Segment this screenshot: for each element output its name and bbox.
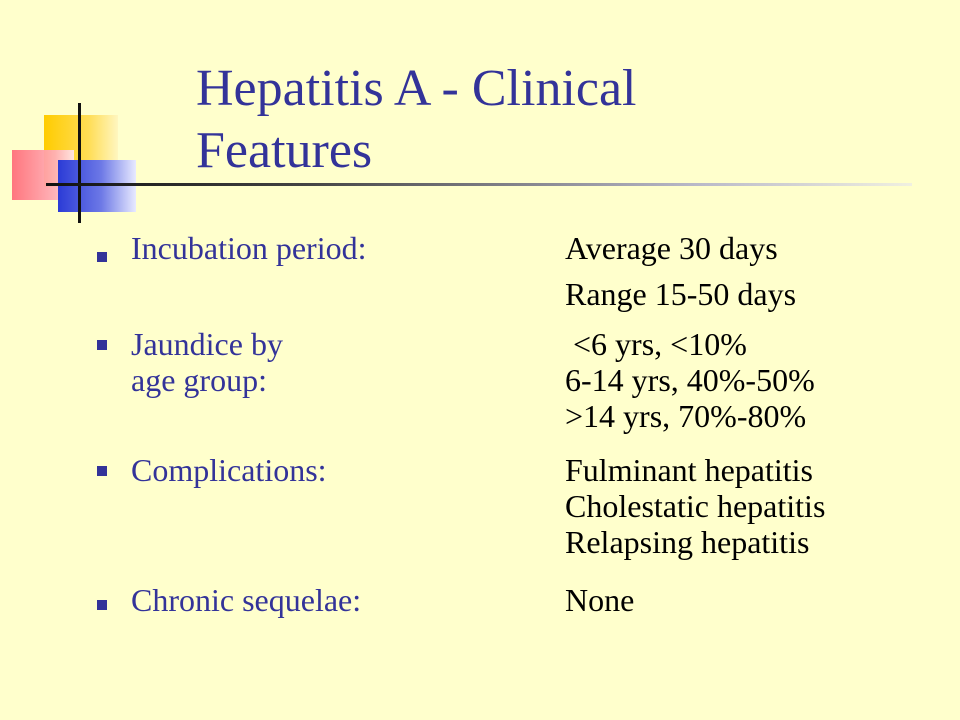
bullet-square-icon xyxy=(97,340,107,350)
bullet-square-icon xyxy=(97,466,107,476)
item-label: age group: xyxy=(131,362,267,398)
bullet-square-icon xyxy=(97,600,107,610)
bullet-square-icon xyxy=(97,252,107,262)
item-value: <6 yrs, <10% xyxy=(565,326,747,362)
slide-title-line-1: Hepatitis A - Clinical xyxy=(196,60,637,117)
item-label: Chronic sequelae: xyxy=(131,582,362,618)
item-value: 6-14 yrs, 40%-50% xyxy=(565,362,815,398)
item-label: Complications: xyxy=(131,452,327,488)
item-value: Average 30 days xyxy=(565,230,778,266)
item-label: Jaundice by xyxy=(131,326,283,362)
item-value: Range 15-50 days xyxy=(565,276,797,312)
item-value: Cholestatic hepatitis xyxy=(565,488,826,524)
item-value: Relapsing hepatitis xyxy=(565,524,810,560)
slide-title-line-2: Features xyxy=(196,122,373,179)
item-label: Incubation period: xyxy=(131,230,367,266)
item-value: >14 yrs, 70%-80% xyxy=(565,398,807,434)
item-value: None xyxy=(565,582,635,618)
item-value: Fulminant hepatitis xyxy=(565,452,813,488)
